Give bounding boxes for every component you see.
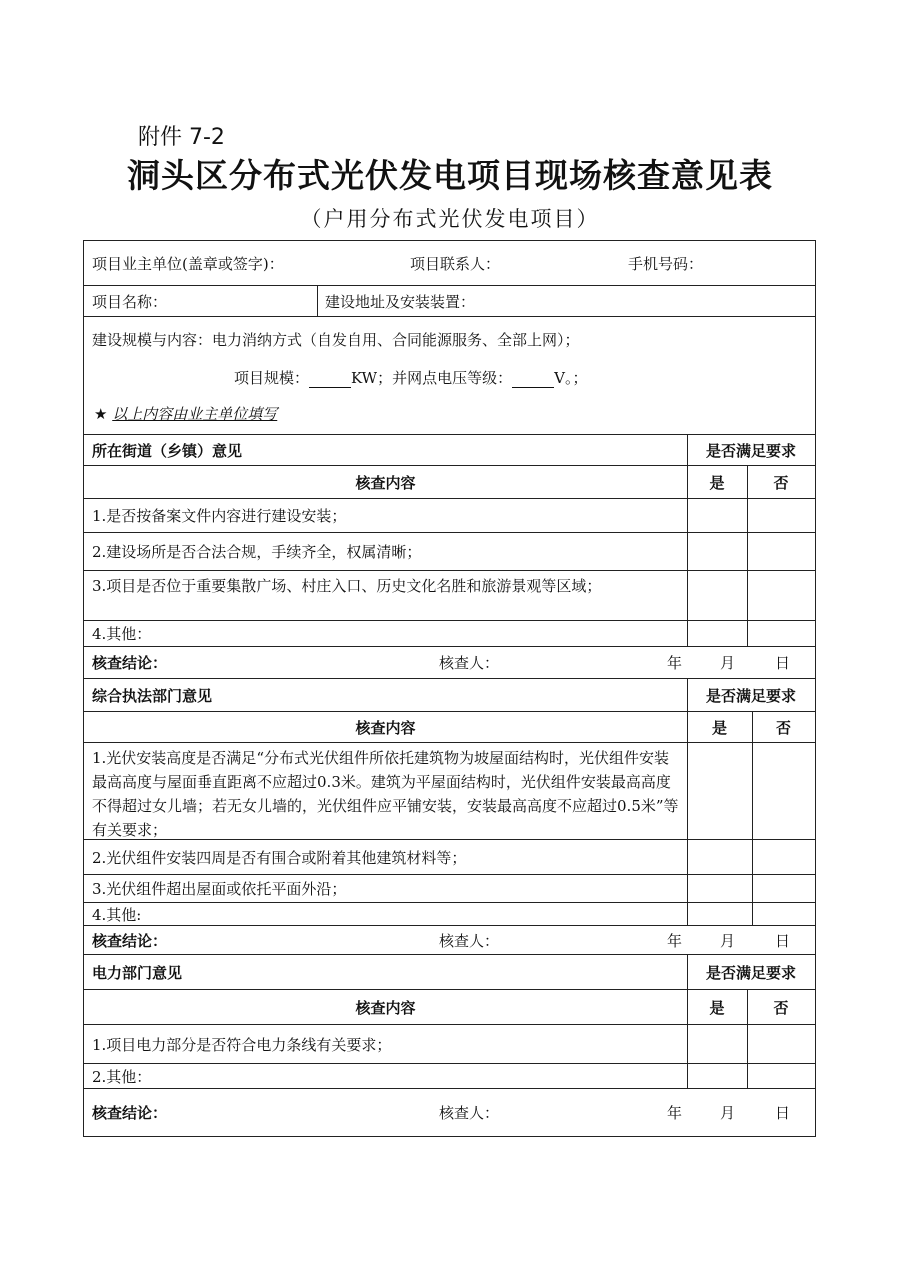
contact-label: 项目联系人： (410, 254, 501, 273)
street-item-row (84, 498, 815, 532)
enforcement-item-row (84, 839, 815, 874)
enforcement-item-row (84, 874, 815, 902)
owner-note (94, 403, 277, 424)
enforcement-item-4-no[interactable] (752, 903, 815, 925)
power-item-1-yes[interactable] (687, 1025, 747, 1063)
street-heading-row (84, 434, 815, 465)
power-year-label: 年 (667, 1104, 683, 1122)
street-item-1-no[interactable] (747, 499, 815, 532)
street-heading: 所在街道（乡镇）意见 (92, 441, 243, 460)
enforcement-meets-req: 是否满足要求 (705, 686, 796, 705)
attachment-label: 附件 7-2 (138, 125, 225, 150)
street-item-row (84, 620, 815, 646)
enforcement-item-2-no[interactable] (752, 840, 815, 874)
owner-unit-label: 项目业主单位(盖章或签字)： (92, 254, 284, 273)
street-item-2: 2.建设场所是否合法合规，手续齐全，权属清晰； (92, 543, 422, 561)
power-meets-req: 是否满足要求 (705, 963, 796, 982)
form-subtitle: （户用分布式光伏发电项目） (300, 207, 600, 231)
street-item-2-yes[interactable] (687, 533, 747, 570)
owner-note-text: 以上内容由业主单位填写 (112, 405, 278, 423)
enforcement-heading: 综合执法部门意见 (92, 686, 213, 705)
enforcement-month-label: 月 (720, 931, 736, 950)
street-day-label: 日 (775, 654, 791, 672)
enforcement-no-header: 否 (775, 718, 791, 737)
street-conclusion-row (84, 646, 815, 678)
form-table (83, 240, 816, 1137)
street-checker-label: 核查人： (439, 654, 500, 672)
street-item-3-no[interactable] (747, 571, 815, 620)
street-item-3: 3.项目是否位于重要集散广场、村庄入口、历史文化名胜和旅游景观等区域； (92, 577, 602, 595)
star-icon: ★ (94, 405, 108, 423)
owner-row (84, 241, 815, 285)
street-item-4-no[interactable] (747, 621, 815, 646)
v-blank[interactable] (512, 371, 554, 388)
street-no-header: 否 (773, 473, 789, 492)
power-conclusion-row (84, 1088, 815, 1136)
enforcement-item-4: 4.其他: (92, 905, 142, 924)
street-item-4-yes[interactable] (687, 621, 747, 646)
enforcement-yes-header: 是 (711, 718, 727, 737)
street-month-label: 月 (720, 654, 736, 672)
power-yes-header: 是 (709, 998, 725, 1017)
enforcement-conclusion-row (84, 925, 815, 954)
enforcement-item-3-yes[interactable] (687, 875, 752, 902)
power-item-2: 2.其他： (92, 1067, 152, 1086)
form-title: 洞头区分布式光伏发电项目现场核查意见表 (127, 156, 773, 195)
enforcement-item-3: 3.光伏组件超出屋面或依托平面外沿； (92, 880, 347, 898)
street-item-row (84, 532, 815, 570)
power-item-1: 1.项目电力部分是否符合电力条线有关要求； (92, 1035, 392, 1054)
scale-label: 项目规模： (234, 369, 310, 387)
enforcement-item-row (84, 902, 815, 925)
project-row (84, 285, 815, 316)
power-day-label: 日 (775, 1104, 791, 1122)
street-meets-req: 是否满足要求 (705, 441, 796, 460)
phone-label: 手机号码： (628, 254, 704, 273)
address-field[interactable] (317, 286, 815, 316)
power-subheader-row (84, 989, 815, 1024)
v-unit: V。； (554, 369, 588, 387)
owner-unit-field[interactable] (84, 241, 394, 285)
project-name-label: 项目名称： (92, 292, 168, 311)
power-item-1-no[interactable] (747, 1025, 815, 1063)
enforcement-subheader-row (84, 711, 815, 742)
power-no-header: 否 (773, 998, 789, 1017)
power-item-2-no[interactable] (747, 1064, 815, 1088)
street-subheader-row (84, 465, 815, 498)
enforcement-year-label: 年 (667, 931, 683, 950)
power-checker-label: 核查人： (439, 1104, 500, 1122)
enforcement-day-label: 日 (775, 931, 791, 950)
street-year-label: 年 (667, 654, 683, 672)
scale-row (84, 316, 815, 434)
enforcement-heading-row (84, 678, 815, 711)
enforcement-item-1-no[interactable] (752, 743, 815, 839)
street-item-2-no[interactable] (747, 533, 815, 570)
street-item-3-yes[interactable] (687, 571, 747, 620)
street-yes-header: 是 (709, 473, 725, 492)
kw-unit: KW；并网点电压等级： (351, 369, 513, 387)
scale-line (234, 367, 587, 388)
project-name-field[interactable] (84, 286, 317, 316)
scale-content-text: 建设规模与内容：电力消纳方式（自发自用、合同能源服务、全部上网）； (92, 331, 580, 349)
power-check-content: 核查内容 (355, 998, 416, 1017)
power-item-row (84, 1063, 815, 1088)
power-item-2-yes[interactable] (687, 1064, 747, 1088)
enforcement-item-2: 2.光伏组件安装四周是否有围合或附着其他建筑材料等； (92, 848, 467, 867)
enforcement-item-1: 1.光伏安装高度是否满足“分布式光伏组件所依托建筑物为坡屋面结构时，光伏组件安装最高高度与屋面垂直距离不应超过0.3米。建筑为平屋面结构时，光伏组件安装最高高度不得超过女儿墙；若无女儿墙的，光伏组件应平铺安装，安装最高高度不应超过0.5米”等有关要求； (92, 749, 679, 839)
power-item-row (84, 1024, 815, 1063)
phone-field[interactable] (620, 241, 810, 285)
enforcement-item-1-yes[interactable] (687, 743, 752, 839)
street-item-row (84, 570, 815, 620)
street-item-1-yes[interactable] (687, 499, 747, 532)
power-heading: 电力部门意见 (92, 963, 183, 982)
power-heading-row (84, 954, 815, 989)
street-item-1: 1.是否按备案文件内容进行建设安装； (92, 507, 347, 525)
power-month-label: 月 (720, 1104, 736, 1122)
enforcement-item-3-no[interactable] (752, 875, 815, 902)
street-conclusion-label: 核查结论： (92, 654, 168, 672)
kw-blank[interactable] (309, 371, 351, 388)
enforcement-item-4-yes[interactable] (687, 903, 752, 925)
contact-field[interactable] (402, 241, 602, 285)
enforcement-item-row (84, 742, 815, 839)
enforcement-checker-label: 核查人： (439, 931, 500, 950)
enforcement-conclusion-label: 核查结论： (92, 931, 168, 950)
power-conclusion-label: 核查结论： (92, 1104, 168, 1122)
enforcement-item-2-yes[interactable] (687, 840, 752, 874)
address-label: 建设地址及安装装置： (325, 292, 476, 311)
street-check-content: 核查内容 (355, 473, 416, 492)
street-item-4: 4.其他： (92, 625, 152, 643)
enforcement-check-content: 核查内容 (355, 718, 416, 737)
